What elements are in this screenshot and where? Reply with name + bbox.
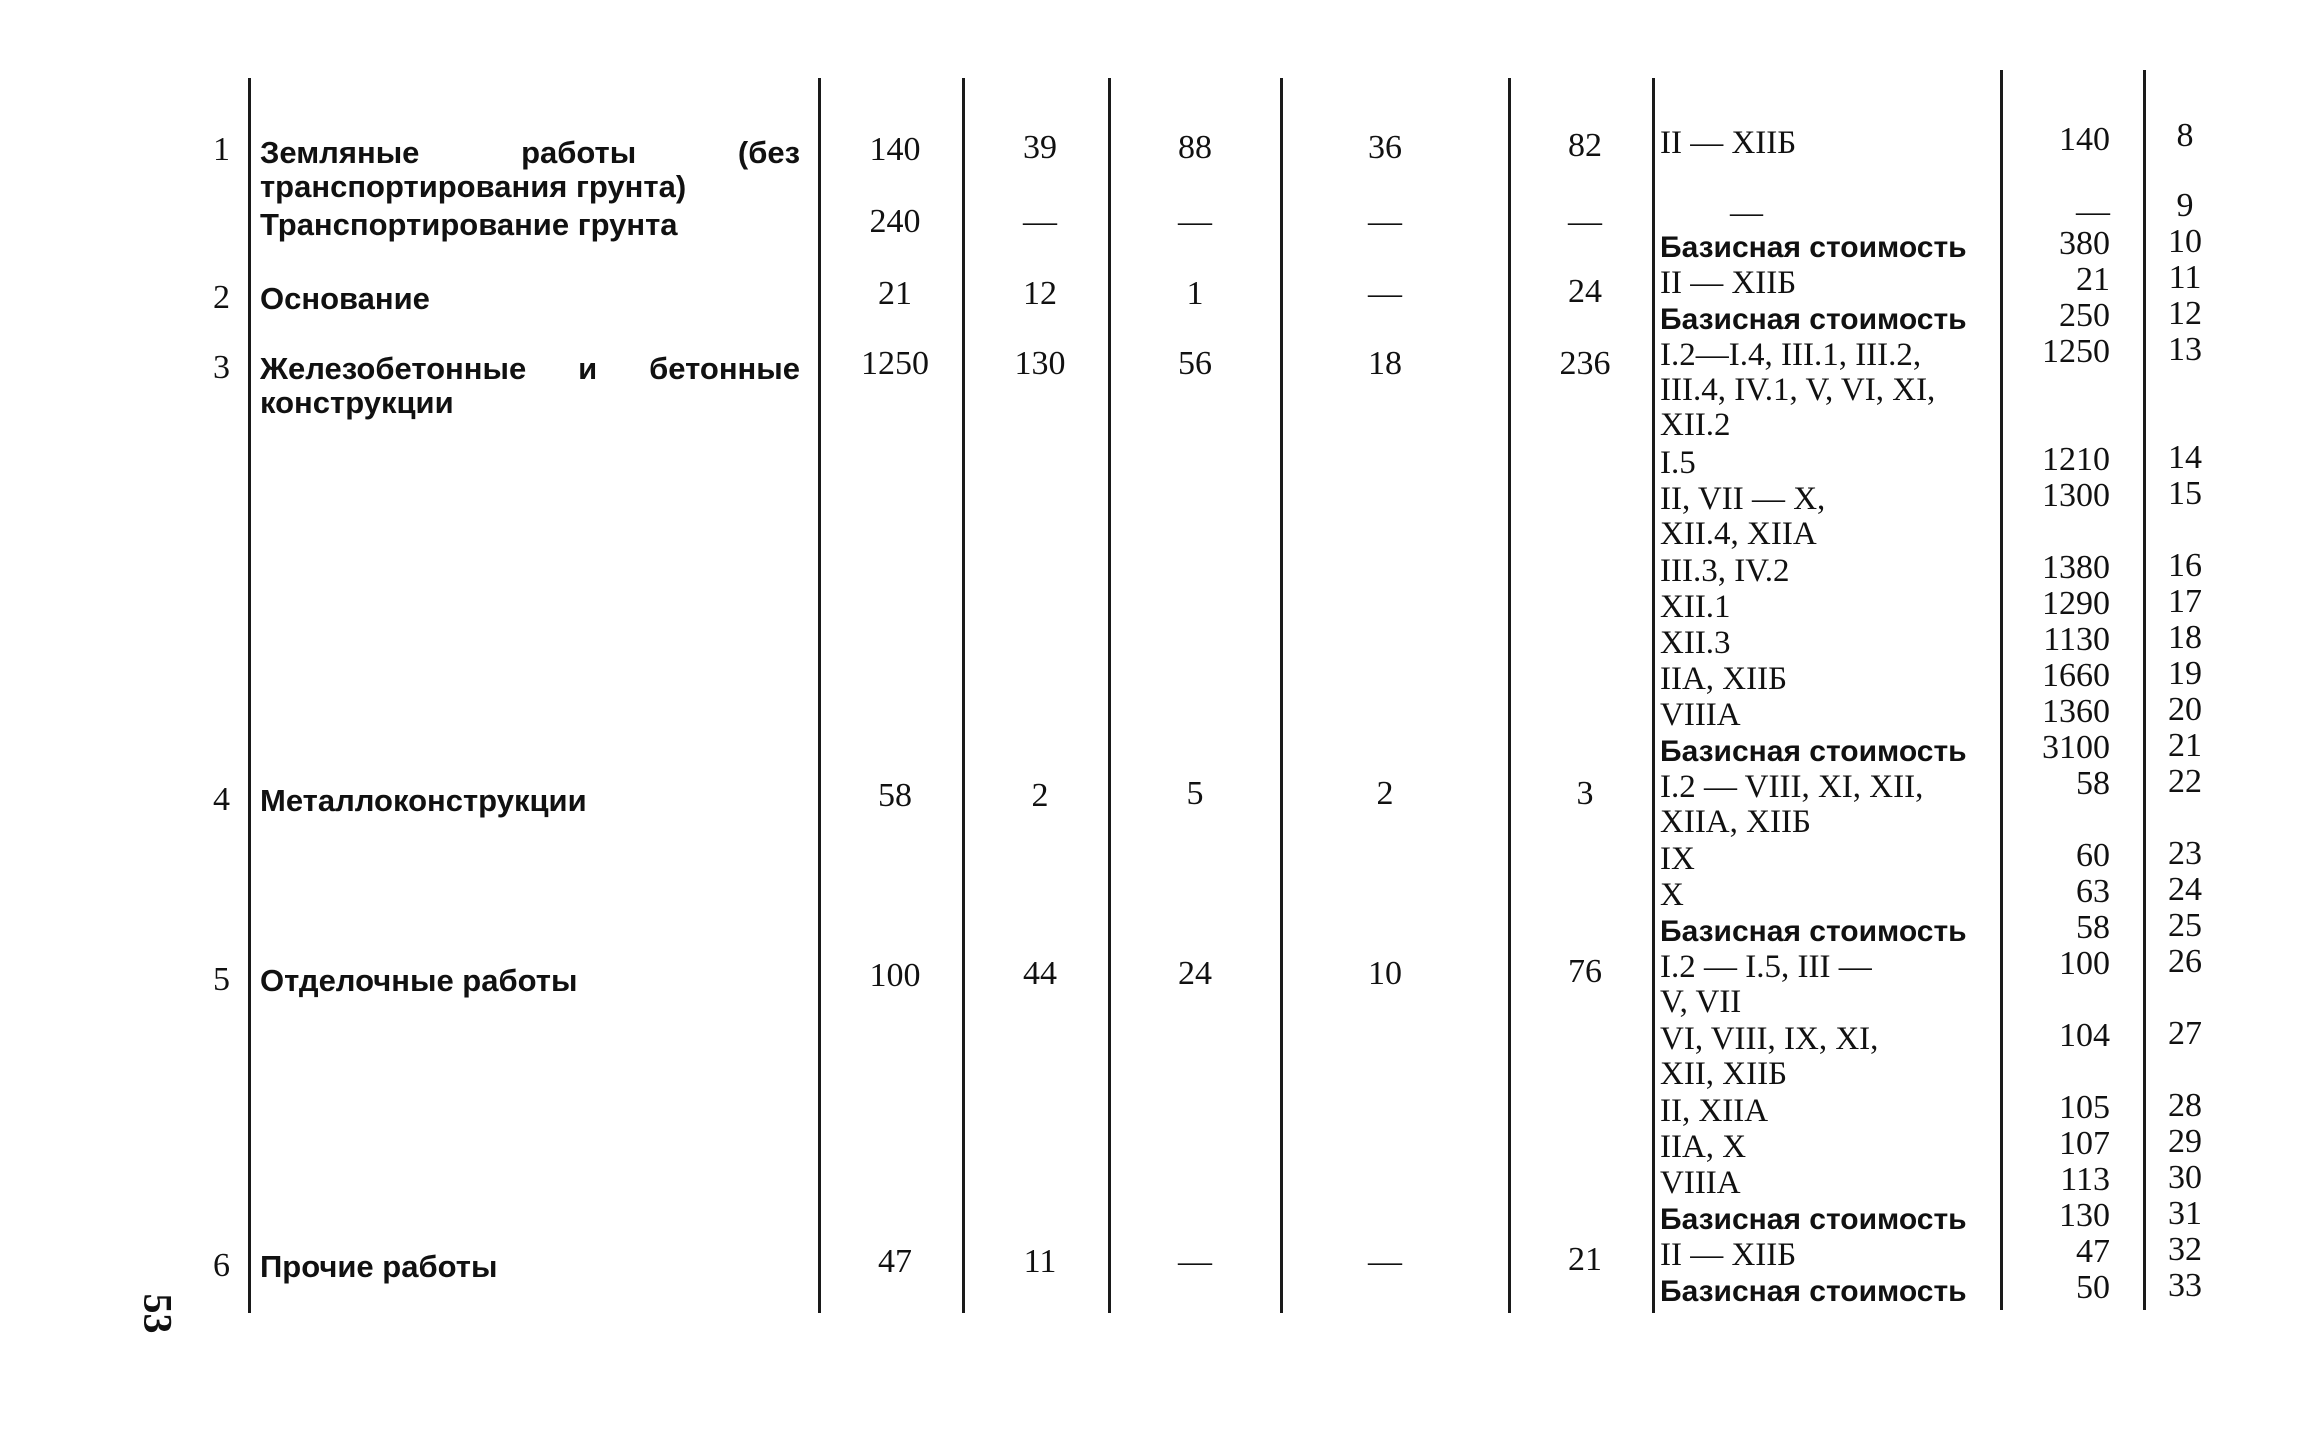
position-cell: 23 bbox=[2168, 835, 2202, 872]
value-cell: 39 bbox=[1023, 129, 1057, 166]
section-cell: Базисная стоимость bbox=[1660, 735, 1967, 768]
value-cell: — bbox=[1368, 275, 1402, 312]
price-cell: 104 bbox=[2059, 1017, 2110, 1054]
column-rule bbox=[1280, 78, 1283, 1313]
value-cell: — bbox=[1178, 1243, 1212, 1280]
work-name: Основание bbox=[260, 281, 430, 316]
section-cell: III.3, IV.2 bbox=[1660, 553, 1790, 589]
section-cell: Базисная стоимость bbox=[1660, 1203, 1967, 1236]
column-rule bbox=[1108, 78, 1111, 1313]
value-cell: — bbox=[1368, 1243, 1402, 1280]
price-cell: 63 bbox=[2076, 873, 2110, 910]
position-cell: 13 bbox=[2168, 331, 2202, 368]
column-rule bbox=[1652, 78, 1655, 1313]
value-cell: — bbox=[1368, 203, 1402, 240]
value-cell: — bbox=[1178, 203, 1212, 240]
value-cell: — bbox=[1568, 203, 1602, 240]
value-cell: 56 bbox=[1178, 345, 1212, 382]
value-cell: 24 bbox=[1568, 273, 1602, 310]
price-cell: 113 bbox=[2060, 1161, 2110, 1198]
value-cell: 36 bbox=[1368, 129, 1402, 166]
price-cell: 21 bbox=[2076, 261, 2110, 298]
section-cell: II — XIIБ bbox=[1660, 1237, 1797, 1273]
position-cell: 14 bbox=[2168, 439, 2202, 476]
value-cell: 82 bbox=[1568, 127, 1602, 164]
section-cell: Базисная стоимость bbox=[1660, 303, 1967, 336]
row-number: 6 bbox=[213, 1247, 230, 1284]
price-cell: 3100 bbox=[2042, 729, 2110, 766]
page-number: 53 bbox=[135, 1293, 181, 1334]
price-cell: 100 bbox=[2059, 945, 2110, 982]
position-cell: 20 bbox=[2168, 691, 2202, 728]
position-cell: 28 bbox=[2168, 1087, 2202, 1124]
value-cell: 140 bbox=[869, 131, 921, 168]
column-rule bbox=[2143, 70, 2146, 1310]
row-number: 1 bbox=[213, 131, 230, 168]
section-cell: IIA, XIIБ bbox=[1660, 661, 1788, 697]
price-cell: 1380 bbox=[2042, 549, 2110, 586]
position-cell: 12 bbox=[2168, 295, 2202, 332]
position-cell: 33 bbox=[2168, 1267, 2202, 1304]
position-cell: 21 bbox=[2168, 727, 2202, 764]
work-name: Металлоконструкции bbox=[260, 783, 587, 818]
price-cell: 58 bbox=[2076, 909, 2110, 946]
position-cell: 26 bbox=[2168, 943, 2202, 980]
position-cell: 17 bbox=[2168, 583, 2202, 620]
price-cell: 1210 bbox=[2042, 441, 2110, 478]
value-cell: 76 bbox=[1568, 953, 1602, 990]
value-cell: 10 bbox=[1368, 955, 1402, 992]
position-cell: 15 bbox=[2168, 475, 2202, 512]
price-cell: 1360 bbox=[2042, 693, 2110, 730]
price-cell: 1250 bbox=[2042, 333, 2110, 370]
value-cell: 11 bbox=[1023, 1243, 1057, 1280]
value-cell: 1250 bbox=[861, 345, 929, 382]
column-rule bbox=[818, 78, 821, 1313]
section-cell: VI, VIII, IX, XI, XII, XIIБ bbox=[1660, 1021, 1879, 1092]
section-cell: VIIIA bbox=[1660, 1165, 1741, 1201]
column-rule bbox=[248, 78, 251, 1313]
row-number: 5 bbox=[213, 961, 230, 998]
section-cell: Базисная стоимость bbox=[1660, 231, 1967, 264]
position-cell: 24 bbox=[2168, 871, 2202, 908]
column-rule bbox=[1508, 78, 1511, 1313]
position-cell: 11 bbox=[2168, 259, 2202, 296]
section-cell: I.2—I.4, III.1, III.2, III.4, IV.1, V, VI, XI, XII.2 bbox=[1660, 337, 1936, 443]
section-cell: II, VII — X, XII.4, XIIA bbox=[1660, 481, 1826, 552]
position-cell: 22 bbox=[2168, 763, 2202, 800]
section-cell: I.2 — I.5, III — V, VII bbox=[1660, 949, 1872, 1020]
value-cell: 58 bbox=[878, 777, 912, 814]
position-cell: 8 bbox=[2176, 117, 2194, 154]
price-cell: 250 bbox=[2059, 297, 2110, 334]
price-cell: 50 bbox=[2076, 1269, 2110, 1306]
price-cell: 1300 bbox=[2042, 477, 2110, 514]
section-cell: II, XIIA bbox=[1660, 1093, 1769, 1129]
value-cell: 21 bbox=[878, 275, 912, 312]
value-cell: 2 bbox=[1376, 775, 1394, 812]
value-cell: 5 bbox=[1186, 775, 1204, 812]
value-cell: 47 bbox=[878, 1243, 912, 1280]
value-cell: 12 bbox=[1023, 275, 1057, 312]
row-number: 3 bbox=[213, 349, 230, 386]
section-cell: IIA, X bbox=[1660, 1129, 1747, 1165]
section-cell: Базисная стоимость bbox=[1660, 915, 1967, 948]
price-cell: 1660 bbox=[2042, 657, 2110, 694]
work-name: Железобетонные и бетонные конструкции bbox=[260, 351, 800, 420]
price-cell: 1130 bbox=[2043, 621, 2110, 658]
position-cell: 31 bbox=[2168, 1195, 2202, 1232]
section-cell: XII.3 bbox=[1660, 625, 1731, 661]
section-cell: II — XIIБ bbox=[1660, 125, 1797, 161]
row-number: 4 bbox=[213, 781, 230, 818]
price-cell: 1290 bbox=[2042, 585, 2110, 622]
value-cell: 21 bbox=[1568, 1241, 1602, 1278]
position-cell: 9 bbox=[2176, 187, 2194, 224]
value-cell: 130 bbox=[1014, 345, 1066, 382]
section-cell: Базисная стоимость bbox=[1660, 1275, 1967, 1308]
work-name: Транспортирование грунта bbox=[260, 207, 678, 242]
value-cell: 240 bbox=[869, 203, 921, 240]
price-cell: 130 bbox=[2059, 1197, 2110, 1234]
section-cell: I.2 — VIII, XI, XII, XIIA, XIIБ bbox=[1660, 769, 1924, 840]
position-cell: 30 bbox=[2168, 1159, 2202, 1196]
value-cell: 88 bbox=[1178, 129, 1212, 166]
price-cell: 60 bbox=[2076, 837, 2110, 874]
position-cell: 32 bbox=[2168, 1231, 2202, 1268]
work-name: Земляные работы (без транспортирования грунта) bbox=[260, 135, 800, 204]
price-cell: 107 bbox=[2059, 1125, 2110, 1162]
value-cell: 18 bbox=[1368, 345, 1402, 382]
value-cell: 44 bbox=[1023, 955, 1057, 992]
section-cell: — bbox=[1730, 195, 1763, 231]
price-cell: 140 bbox=[2059, 121, 2110, 158]
position-cell: 18 bbox=[2168, 619, 2202, 656]
price-cell: 105 bbox=[2059, 1089, 2110, 1126]
position-cell: 27 bbox=[2168, 1015, 2202, 1052]
position-cell: 16 bbox=[2168, 547, 2202, 584]
section-cell: II — XIIБ bbox=[1660, 265, 1797, 301]
position-cell: 25 bbox=[2168, 907, 2202, 944]
section-cell: VIIIA bbox=[1660, 697, 1741, 733]
section-cell: X bbox=[1660, 877, 1684, 913]
section-cell: IX bbox=[1660, 841, 1695, 877]
price-cell: 58 bbox=[2076, 765, 2110, 802]
value-cell: — bbox=[1023, 203, 1057, 240]
value-cell: 1 bbox=[1186, 275, 1204, 312]
work-name: Отделочные работы bbox=[260, 963, 578, 998]
value-cell: 24 bbox=[1178, 955, 1212, 992]
value-cell: 3 bbox=[1576, 775, 1594, 812]
value-cell: 100 bbox=[869, 957, 921, 994]
price-cell: 380 bbox=[2059, 225, 2110, 262]
position-cell: 19 bbox=[2168, 655, 2202, 692]
section-cell: I.5 bbox=[1660, 445, 1696, 481]
value-cell: 2 bbox=[1031, 777, 1049, 814]
value-cell: 236 bbox=[1559, 345, 1611, 382]
row-number: 2 bbox=[213, 279, 230, 316]
position-cell: 29 bbox=[2168, 1123, 2202, 1160]
price-cell: — bbox=[2076, 193, 2110, 230]
price-cell: 47 bbox=[2076, 1233, 2110, 1270]
section-cell: XII.1 bbox=[1660, 589, 1731, 625]
position-cell: 10 bbox=[2168, 223, 2202, 260]
work-name: Прочие работы bbox=[260, 1249, 498, 1284]
column-rule bbox=[962, 78, 965, 1313]
